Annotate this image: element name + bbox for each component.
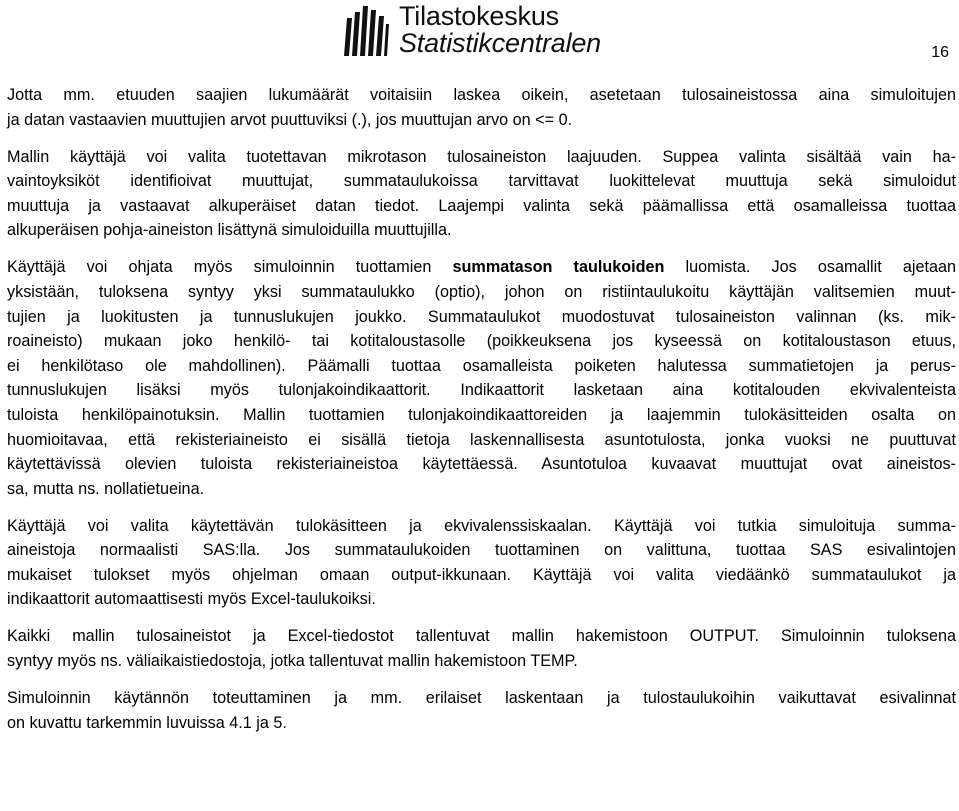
paragraph-4 — [7, 514, 956, 612]
text-line: Kaikki mallin tulosaineistot ja Excel-tiedostot tallentuvat mallin hakemistoon OUTPUT. Simuloinnin tuloksena — [7, 627, 956, 646]
text-line: Jotta mm. etuuden saajien lukumäärät voitaisiin laskea oikein, asetetaan tulosaineistossa aina simuloitujen — [7, 86, 956, 104]
text-line: käytettävissä olevien tuloista rekisteriaineistoa käytettäessä. Asuntotuloa kuvaavat muuttujat ovat aineistos- — [7, 455, 956, 474]
text-line: alkuperäisen pohja-aineiston lisättynä simuloiduilla muuttujilla. — [7, 221, 452, 240]
logo-text-swedish: Statistikcentralen — [399, 28, 601, 58]
paragraph-6 — [7, 686, 956, 735]
text-line: mukaiset tulokset myös ohjelman omaan output-ikkunaan. Käyttäjä voi valita viedäänkö summataulukot ja — [7, 565, 956, 584]
bold-term: summatason taulukoiden — [452, 258, 665, 277]
text-line: on kuvattu tarkemmin luvuissa 4.1 ja 5. — [7, 713, 287, 732]
text-line: ja datan vastaavien muuttujien arvot puuttuviksi (.), jos muuttujan arvo on <= 0. — [7, 110, 573, 129]
text-line: aineistoja normaalisti SAS:lla. Jos summataulukoiden tuottaminen on valittuna, tuottaa SAS esivalintojen — [7, 541, 956, 560]
text-line: syntyy myös ns. väliaikaistiedostoja, jotka tallentuvat mallin hakemistoon TEMP. — [7, 652, 578, 671]
text-line: yksistään, tuloksena syntyy yksi summataulukko (optio), johon on ristiintaulukoitu käyttäjän valitsemien muut- — [7, 282, 956, 301]
text-run: luomista. Jos osamallit ajetaan — [664, 258, 957, 277]
text-line: tujien ja luokitusten ja tunnuslukujen joukko. Summataulukot muodostuvat tulosaineiston valinnan (ks. mik- — [7, 307, 956, 326]
logo-mark-icon — [343, 4, 389, 56]
text-line: indikaattorit automaattisesti myös Excel-taulukoiksi. — [7, 590, 376, 609]
text-line: tunnuslukujen lisäksi myös tulonjakoindikaattorit. Indikaattorit lasketaan aina kotitalouden ekvivalenteista — [7, 381, 956, 400]
paragraph-2 — [7, 145, 956, 243]
text-line: tuloista henkilöpainotuksin. Mallin tuottamien tulonjakoindikaattoreiden ja laajemmin tulokäsitteiden osalta on — [7, 405, 956, 424]
text-line: vaintoyksiköt identifioivat muuttujat, summataulukoissa tarvittavat luokittelevat muuttuja sekä simuloidut — [7, 172, 956, 191]
document-body — [7, 83, 956, 748]
text-line: Mallin käyttäjä voi valita tuotettavan mikrotason tulosaineiston laajuuden. Suppea valinta sisältää vain ha- — [7, 147, 956, 166]
text-line: Käyttäjä voi valita käytettävän tulokäsitteen ja ekvivalenssiskaalan. Käyttäjä voi tutkia simuloituja summa- — [7, 516, 956, 535]
page-number: 16 — [931, 44, 949, 61]
paragraph-5 — [7, 624, 956, 673]
text-line: muuttuja ja vastaavat alkuperäiset datan tiedot. Laajempi valinta sekä päämallissa että osamalleissa tuottaa — [7, 196, 956, 215]
text-line: huomioitavaa, että rekisteriaineisto ei sisällä tietoja laskennallisesta asuntotulosta, jonka vuoksi ne puuttuvat — [7, 430, 956, 449]
statistics-finland-logo — [343, 2, 613, 60]
text-line: Simuloinnin käytännön toteuttaminen ja mm. erilaiset laskentaan ja tulostaulukoihin vaikuttavat esivalinnat — [7, 689, 956, 708]
text-line: roaineisto) mukaan joko henkilö- tai kotitaloustasolle (poikkeuksena jos kyseessä on kotitaloustason etuus, — [7, 332, 956, 351]
text-run: Käyttäjä voi ohjata myös simuloinnin tuottamien — [7, 258, 453, 277]
paragraph-3 — [7, 255, 956, 501]
logo-text-finnish: Tilastokeskus — [399, 1, 559, 31]
text-line: sa, mutta ns. nollatietueina. — [7, 479, 205, 498]
paragraph-1 — [7, 83, 956, 132]
text-line: ei henkilötaso ole mahdollinen). Päämalli tuottaa osamalleista poiketen halutessa summatietojen ja perus- — [7, 356, 956, 375]
text-line-mixed — [7, 255, 956, 280]
